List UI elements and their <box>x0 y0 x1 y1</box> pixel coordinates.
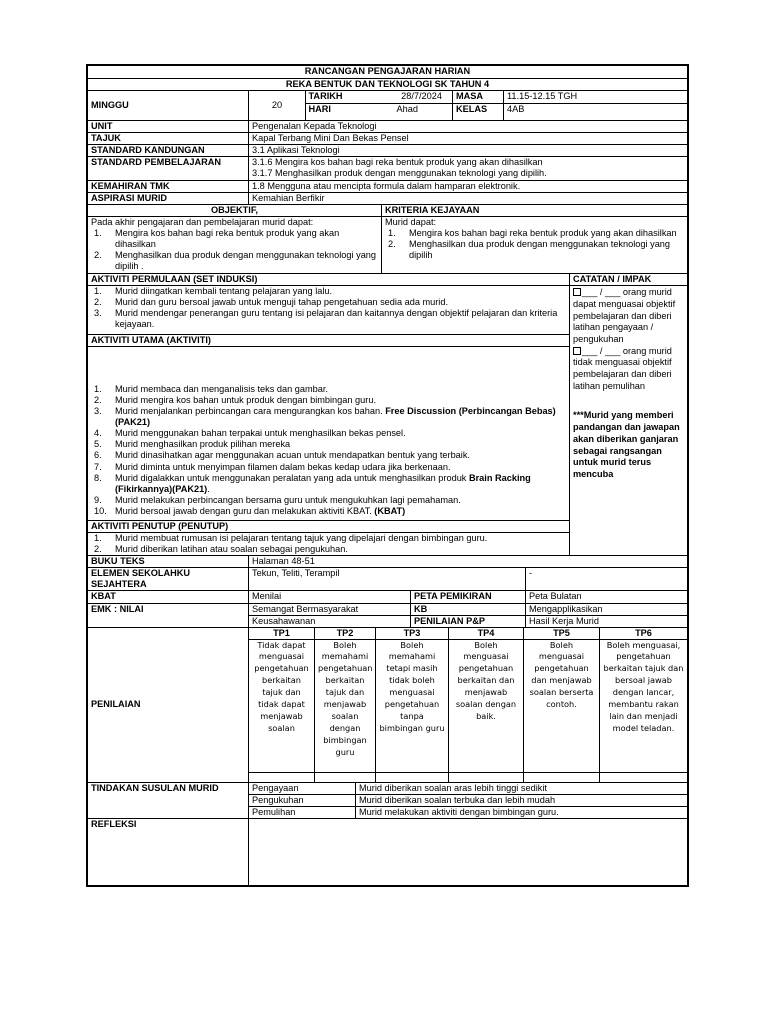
tindakan-label: TINDAKAN SUSULAN MURID <box>88 782 249 818</box>
lower-table <box>87 555 688 627</box>
tp3-header: TP3 <box>376 627 449 639</box>
tarikh-label: TARIKH <box>308 91 343 102</box>
hari-cell <box>308 104 453 121</box>
hari-value: Ahad <box>396 104 418 115</box>
tp1-mark[interactable] <box>249 772 315 782</box>
minggu-label: MINGGU <box>88 91 249 121</box>
tp6-mark[interactable] <box>600 772 688 782</box>
tp3-desc: Boleh memahami tetapi masih tidak boleh menguasai pengetahuan tanpa bimbingan guru <box>376 639 449 772</box>
tp5-header: TP5 <box>524 627 600 639</box>
list-item: 1. Murid diingatkan kembali tentang pelajaran yang lalu. <box>94 286 333 297</box>
tindakan-desc-pemulihan: Murid melakukan aktiviti dengan bimbingan guru. <box>356 806 688 818</box>
emk-value-1: Semangat Bermasyarakat <box>249 603 411 615</box>
kbat-label: KBAT <box>88 591 249 603</box>
unit-label: UNIT <box>88 121 249 133</box>
minggu-value: 20 <box>249 91 306 121</box>
sp-value <box>249 157 688 181</box>
list-item: 1. Mengira kos bahan bagi reka bentuk produk yang akan dihasilkan <box>94 228 340 250</box>
tmk-value: 1.8 Mengguna atau mencipta formula dalam hamparan elektronik. <box>249 181 688 193</box>
tajuk-label: TAJUK <box>88 133 249 145</box>
objektif-body <box>88 217 382 274</box>
permulaan-list <box>91 286 566 330</box>
penutup-label: AKTIVITI PENUTUP (PENUTUP) <box>88 521 570 533</box>
sk-label: STANDARD KANDUNGAN <box>88 145 249 157</box>
elemen-label: ELEMEN SEKOLAHKU SEJAHTERA <box>88 568 249 591</box>
permulaan-body <box>88 286 570 335</box>
list-item: 3. Murid mendengar penerangan guru tentang isi pelajaran dan kaitannya dengan objektif pelajaran dan kriteria kejayaan. <box>94 308 558 330</box>
penilaian-label: PENILAIAN <box>88 627 249 782</box>
catatan-note: ***Murid yang memberi pandangan dan jawapan akan diberikan ganjaran sebagai rangsangan untuk murid terus mencuba <box>573 410 680 479</box>
kriteria-intro: Murid dapat: <box>385 217 437 228</box>
list-item: 7. Murid diminta untuk menyimpan filamen dalam bekas kedap udara jika berkenaan. <box>94 461 451 472</box>
kriteria-list <box>385 228 684 261</box>
objektif-label: OBJEKTIF, <box>88 205 382 217</box>
catatan-body <box>570 286 688 556</box>
header-table <box>87 65 688 91</box>
tp5-mark[interactable] <box>524 772 600 782</box>
tp2-mark[interactable] <box>315 772 376 782</box>
list-item: 5. Murid menghasilkan produk pilihan mereka <box>94 439 291 450</box>
kbat-value: Menilai <box>249 591 411 603</box>
masa-label: MASA <box>453 91 504 104</box>
tajuk-value: Kapal Terbang Mini Dan Bekas Pensel <box>249 133 688 145</box>
penilaian-table <box>87 627 688 783</box>
kb-value: Mengapplikasikan <box>526 603 688 615</box>
objektif-list <box>91 228 378 272</box>
pp-label: PENILAIAN P&P <box>411 615 526 627</box>
page-subtitle: REKA BENTUK DAN TEKNOLOGI SK TAHUN 4 <box>88 79 688 91</box>
list-item: 1. Mengira kos bahan bagi reka bentuk produk yang akan dihasilkan <box>388 228 677 239</box>
sp-label: STANDARD PEMBELAJARAN <box>88 157 249 181</box>
refleksi-field[interactable] <box>249 818 688 885</box>
list-item: 1. Murid membaca dan menganalisis teks dan gambar. <box>94 384 328 395</box>
list-item: 8. Murid digalakkan untuk menggunakan peralatan yang ada untuk menghasilkan produk Brain Racking (Fikirkannya)(PAK21). <box>94 472 531 494</box>
tp4-desc: Boleh menguasai pengetahuan berkaitan dan menjawab soalan dengan baik. <box>449 639 524 772</box>
catatan-line-2: ___ / ___ orang murid tidak menguasai objektif pembelajaran dan diberi latihan pemulihan <box>573 345 672 391</box>
elemen-extra: - <box>526 568 688 591</box>
list-item: 10. Murid bersoal jawab dengan guru dan melakukan aktiviti KBAT. (KBAT) <box>94 505 406 516</box>
buku-label: BUKU TEKS <box>88 556 249 568</box>
page-title: RANCANGAN PENGAJARAN HARIAN <box>88 66 688 79</box>
list-item: 6. Murid dinasihatkan agar menggunakan acuan untuk mendapatkan bentuk yang terbaik. <box>94 450 470 461</box>
peta-value: Peta Bulatan <box>526 591 688 603</box>
catatan-label: CATATAN / IMPAK <box>570 274 688 286</box>
checkbox-icon <box>573 347 581 355</box>
penutup-body <box>88 533 570 556</box>
kb-label: KB <box>411 603 526 615</box>
kelas-value: 4AB <box>504 104 688 121</box>
sp-value-2: 3.1.7 Menghasilkan produk dengan menggunakan teknologi yang dipilih. <box>252 168 547 179</box>
peta-label: PETA PEMIKIRAN <box>411 591 526 603</box>
tindakan-type-pemulihan: Pemulihan <box>249 806 356 818</box>
catatan-line-1: ___ / ___ orang murid dapat menguasai objektif pembelajaran dan diberi latihan pengayaan / pengukuhan <box>573 287 676 344</box>
tindakan-type-pengukuhan: Pengukuhan <box>249 794 356 806</box>
tp4-mark[interactable] <box>449 772 524 782</box>
activity-table <box>87 273 688 556</box>
buku-value: Halaman 48-51 <box>249 556 688 568</box>
tindakan-desc-pengayaan: Murid diberikan soalan aras lebih tinggi sedikit <box>356 782 688 794</box>
list-item: 4. Murid menggunakan bahan terpakai untuk menghasilkan bekas pensel. <box>94 428 406 439</box>
list-item: 2. Menghasilkan dua produk dengan menggunakan teknologi yang dipilih . <box>94 250 377 272</box>
kelas-label: KELAS <box>453 104 504 121</box>
sk-value: 3.1 Aplikasi Teknologi <box>249 145 688 157</box>
masa-value: 11.15-12.15 TGH <box>504 91 688 104</box>
tindakan-desc-pengukuhan: Murid diberikan soalan terbuka dan lebih mudah <box>356 794 688 806</box>
kriteria-label: KRITERIA KEJAYAAN <box>382 205 688 217</box>
list-item: 1. Murid membuat rumusan isi pelajaran tentang tajuk yang dipelajari dengan bimbingan guru. <box>94 533 488 544</box>
permulaan-label: AKTIVITI PERMULAAN (SET INDUKSI) <box>88 274 570 286</box>
list-item: 2. Murid diberikan latihan atau soalan sebagai pengukuhan. <box>94 544 348 555</box>
tindakan-type-pengayaan: Pengayaan <box>249 782 356 794</box>
list-item: 2. Menghasilkan dua produk dengan menggunakan teknologi yang dipilih <box>388 239 671 261</box>
aspirasi-value: Kemahian Berfikir <box>249 193 688 205</box>
refleksi-label: REFLEKSI <box>88 818 249 885</box>
hari-label: HARI <box>308 104 331 115</box>
tindakan-table <box>87 782 688 819</box>
utama-label: AKTIVITI UTAMA (AKTIVITI) <box>88 335 570 347</box>
tp2-desc: Boleh memahami pengetahuan berkaitan tajuk dan menjawab soalan dengan bimbingan guru <box>315 639 376 772</box>
unit-value: Pengenalan Kepada Teknologi <box>249 121 688 133</box>
tp6-header: TP6 <box>600 627 688 639</box>
kriteria-body <box>382 217 688 274</box>
objective-table <box>87 204 688 274</box>
emk-value-2: Keusahawanan <box>249 615 411 627</box>
info-table <box>87 90 688 121</box>
aspirasi-label: ASPIRASI MURID <box>88 193 249 205</box>
refleksi-table <box>87 818 688 886</box>
list-item: 3. Murid menjalankan perbincangan cara mengurangkan kos bahan. Free Discussion (Perbincangan Bebas)(PAK21) <box>94 406 556 428</box>
tp3-mark[interactable] <box>376 772 449 782</box>
lesson-plan-sheet <box>86 64 689 887</box>
tp5-desc: Boleh menguasai pengetahuan dan menjawab soalan berserta contoh. <box>524 639 600 772</box>
objektif-intro: Pada akhir pengajaran dan pembelajaran murid dapat: <box>91 217 314 228</box>
tp4-header: TP4 <box>449 627 524 639</box>
tp1-header: TP1 <box>249 627 315 639</box>
pp-value: Hasil Kerja Murid <box>526 615 688 627</box>
tp6-desc: Boleh menguasai, pengetahuan berkaitan tajuk dan bersoal jawab dengan lancar, membantu rakan lain dan menjadi model teladan. <box>600 639 688 772</box>
utama-list <box>91 384 566 516</box>
tarikh-value: 28/7/2024 <box>401 91 442 102</box>
elemen-value: Tekun, Teliti, Terampil <box>249 568 526 591</box>
tarikh-cell <box>308 91 453 104</box>
checkbox-icon <box>573 288 581 296</box>
penutup-list <box>91 533 566 555</box>
list-item: 2. Murid mengira kos bahan untuk produk dengan bimbingan guru. <box>94 395 376 406</box>
emk-label: EMK : NILAI <box>88 603 249 627</box>
tp1-desc: Tidak dapat menguasai pengetahuan berkaitan tajuk dan tidak dapat menjawab soalan <box>249 639 315 772</box>
utama-body <box>88 347 570 521</box>
tp2-header: TP2 <box>315 627 376 639</box>
list-item: 9. Murid melakukan perbincangan bersama guru untuk mengukuhkan lagi pemahaman. <box>94 494 461 505</box>
standard-table <box>87 120 688 205</box>
list-item: 2. Murid dan guru bersoal jawab untuk menguji tahap pengetahuan sedia ada murid. <box>94 297 449 308</box>
sp-value-1: 3.1.6 Mengira kos bahan bagi reka bentuk produk yang akan dihasilkan <box>252 157 543 168</box>
tmk-label: KEMAHIRAN TMK <box>88 181 249 193</box>
